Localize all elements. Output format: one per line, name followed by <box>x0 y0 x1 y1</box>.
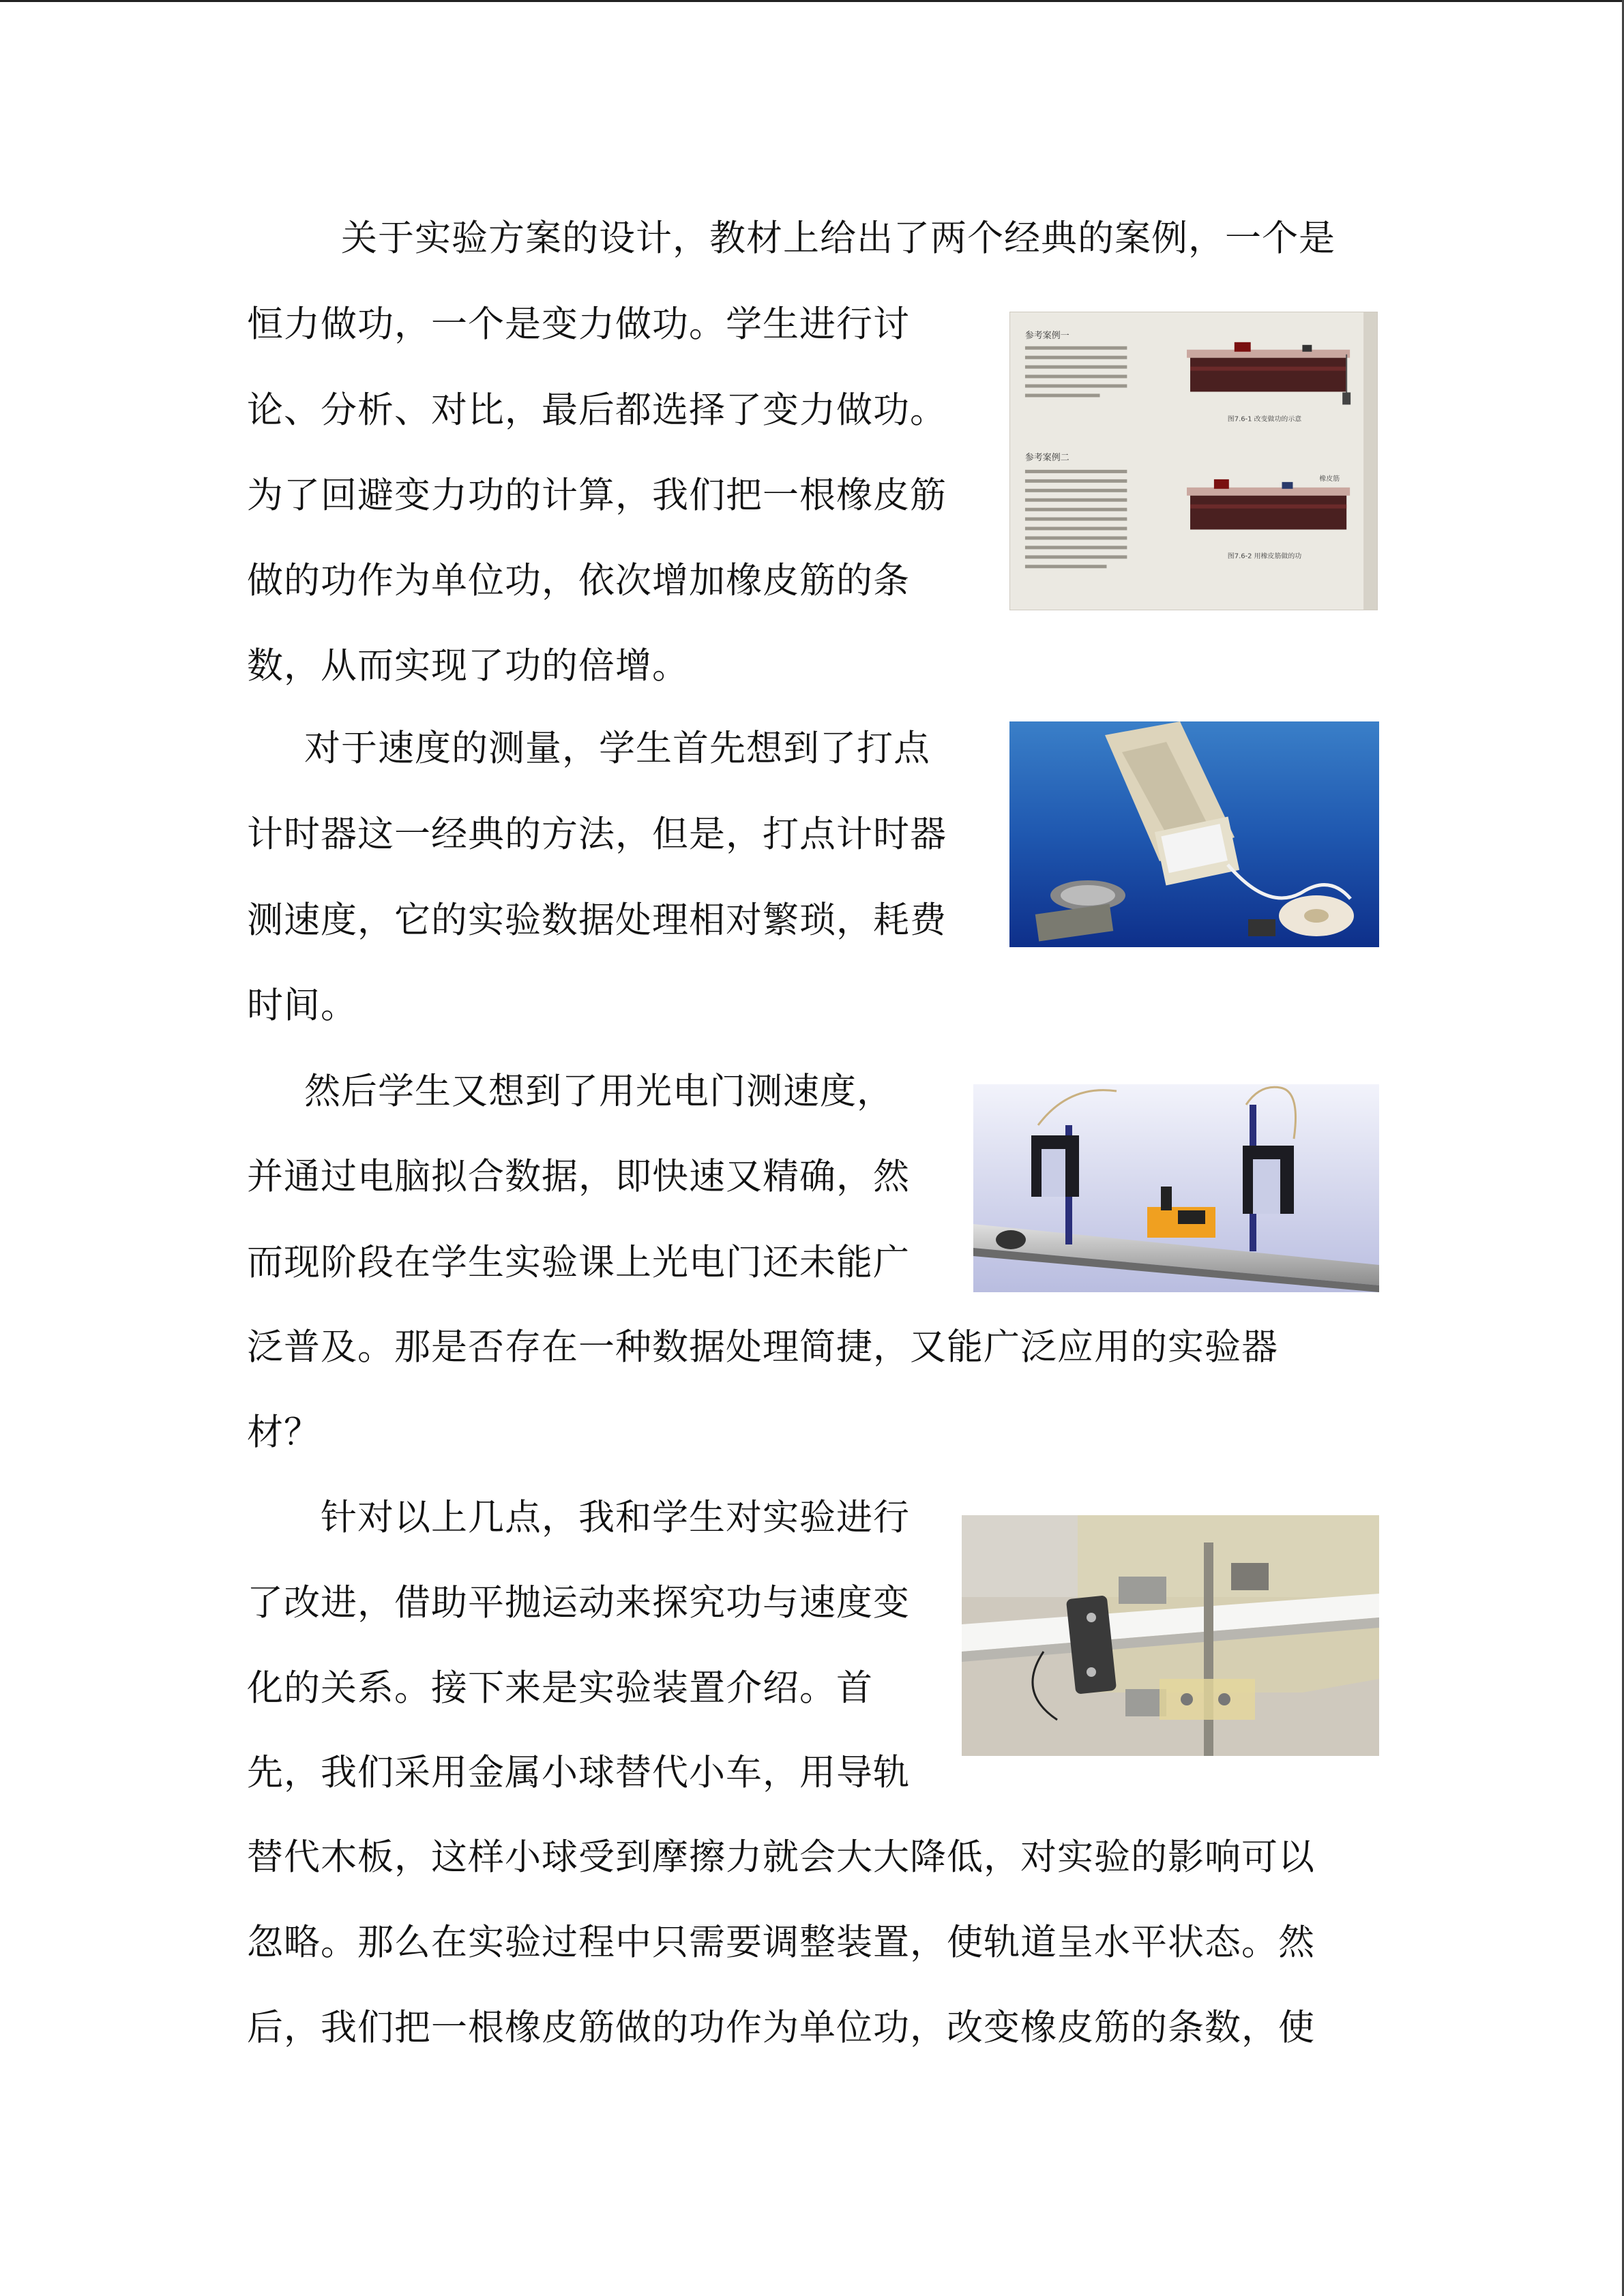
paragraph-4-line-2: 了改进，借助平抛运动来探究功与速度变 <box>247 1582 910 1624</box>
paragraph-3-line-1: 然后学生又想到了用光电门测速度， <box>304 1071 894 1112</box>
paragraph-2-line-3: 测速度，它的实验数据处理相对繁琐，耗费 <box>247 899 947 941</box>
paragraph-1-line-1: 关于实验方案的设计，教材上给出了两个经典的案例，一个是 <box>341 218 1335 259</box>
page-top-border <box>0 0 1624 2</box>
paragraph-3-line-3: 而现阶段在学生实验课上光电门还未能广 <box>247 1242 910 1283</box>
paragraph-4-line-4: 先，我们采用金属小球替代小车，用导轨 <box>247 1752 910 1793</box>
paragraph-3-line-5: 材？ <box>247 1412 321 1453</box>
improved-apparatus-image <box>962 1515 1379 1756</box>
paragraph-2-line-4: 时间。 <box>247 985 357 1026</box>
paragraph-1-line-4: 为了回避变力功的计算，我们把一根橡皮筋 <box>247 475 947 516</box>
paragraph-4-line-1: 针对以上几点，我和学生对实验进行 <box>321 1497 910 1538</box>
paragraph-2-line-1: 对于速度的测量，学生首先想到了打点 <box>304 728 930 769</box>
paragraph-1-line-3: 论、分析、对比，最后都选择了变力做功。 <box>247 389 947 431</box>
caption-1: 图7.6-1 改变做功的示意 <box>1227 415 1302 423</box>
paragraph-1-line-5: 做的功作为单位功，依次增加橡皮筋的条 <box>247 560 910 601</box>
case2-title: 参考案例二 <box>1024 453 1069 464</box>
photogate-image <box>973 1084 1379 1292</box>
ticker-timer-image <box>1009 721 1379 947</box>
paragraph-4-line-5: 替代木板，这样小球受到摩擦力就会大大降低，对实验的影响可以 <box>247 1836 1315 1878</box>
paragraph-4-line-7: 后，我们把一根橡皮筋做的功作为单位功，改变橡皮筋的条数，使 <box>247 2007 1315 2048</box>
paragraph-2-line-2: 计时器这一经典的方法，但是，打点计时器 <box>247 814 947 855</box>
paragraph-4-line-6: 忽略。那么在实验过程中只需要调整装置，使轨道呈水平状态。然 <box>247 1922 1315 1963</box>
paragraph-1-line-2: 恒力做功，一个是变力做功。学生进行讨 <box>247 303 910 345</box>
case1-title: 参考案例一 <box>1024 330 1069 341</box>
paragraph-4-line-3: 化的关系。接下来是实验装置介绍。首 <box>247 1667 873 1709</box>
rubber-band-tag: 橡皮筋 <box>1319 475 1340 483</box>
caption-2: 图7.6-2 用橡皮筋做的功 <box>1227 552 1302 561</box>
paragraph-3-line-2: 并通过电脑拟合数据，即快速又精确，然 <box>247 1156 910 1197</box>
paragraph-3-line-4: 泛普及。那是否存在一种数据处理简捷，又能广泛应用的实验器 <box>247 1326 1278 1368</box>
paragraph-1-line-6: 数，从而实现了功的倍增。 <box>247 645 689 687</box>
textbook-reference-cases-image <box>1009 312 1378 610</box>
